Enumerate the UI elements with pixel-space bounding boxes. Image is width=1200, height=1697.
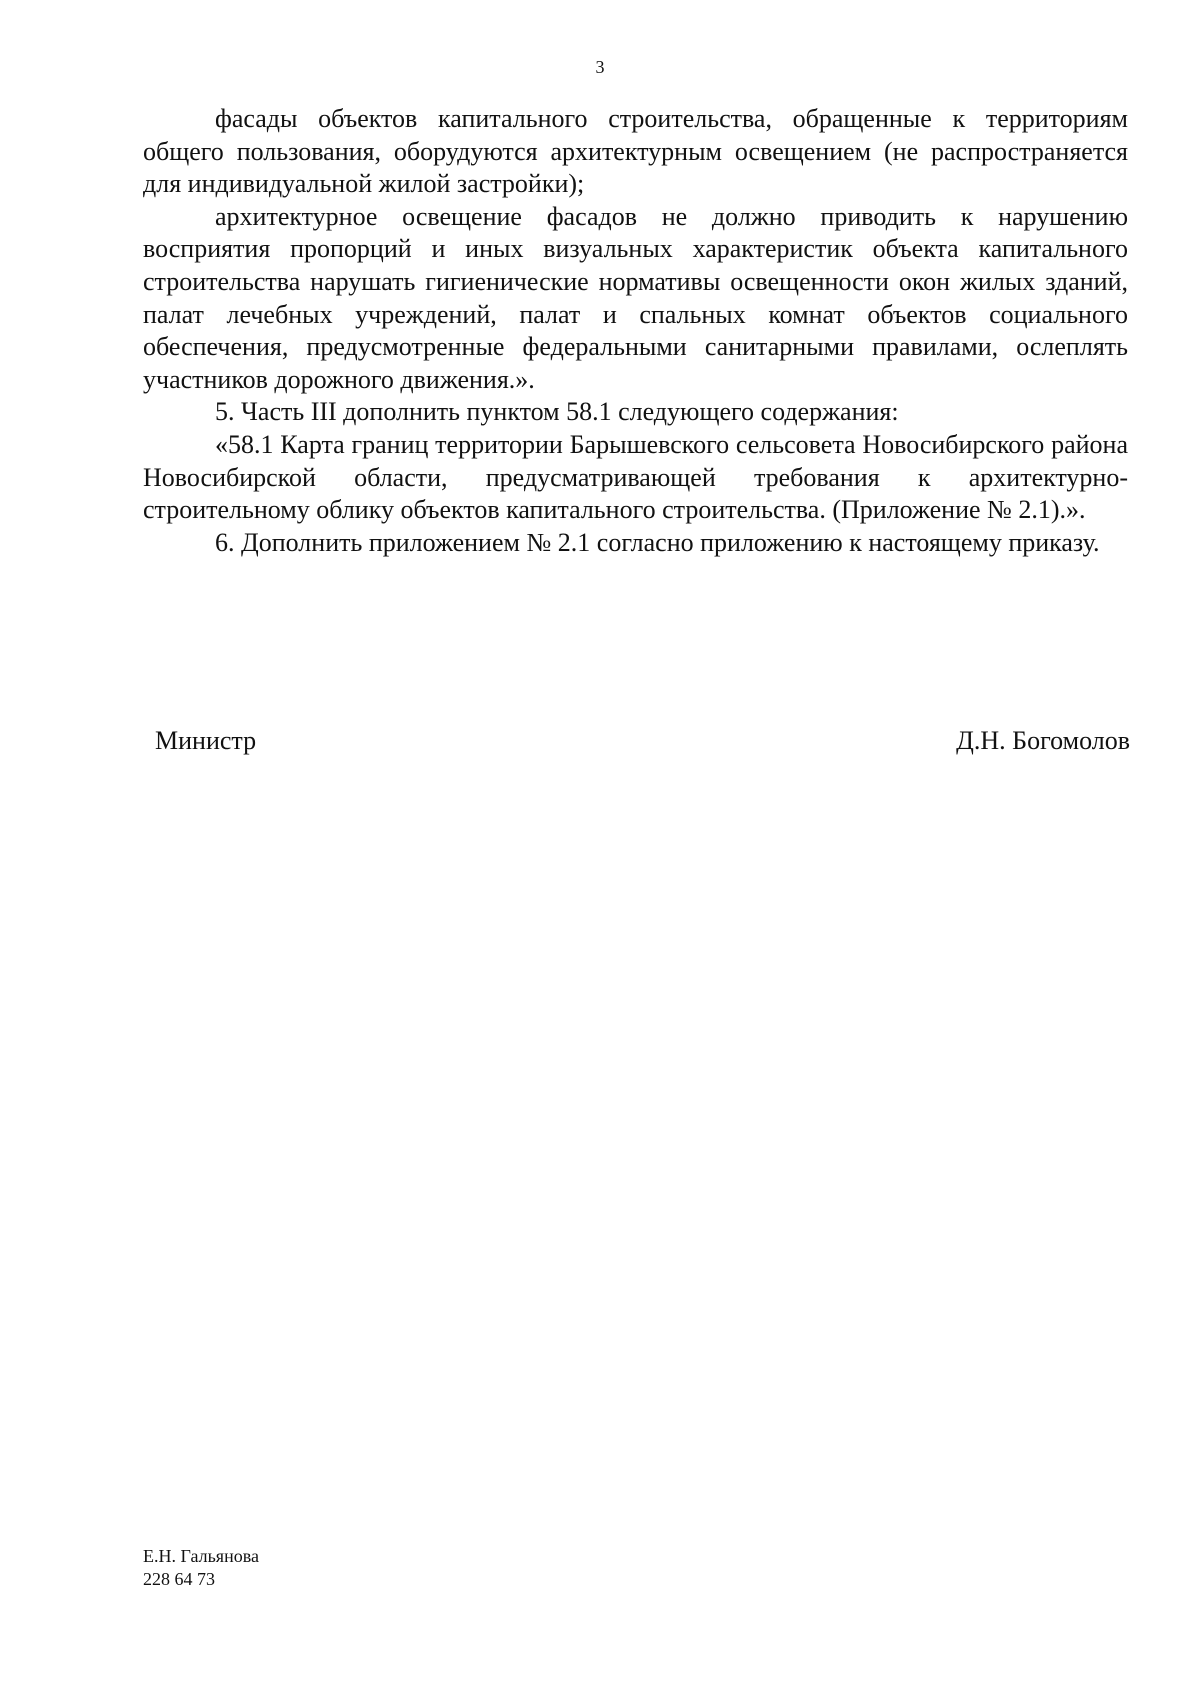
document-body xyxy=(143,103,1128,559)
executor-footer xyxy=(143,1545,259,1591)
paragraph-architectural-lighting: архитектурное освещение фасадов не должно приводить к нарушению восприятия пропорций и иных визуальных характеристик объекта капитального строительства нарушать гигиенические нормативы освещенности окон жилых зданий, палат лечебных учреждений, палат и спальных комнат объектов социального обеспечения, предусмотренные федеральными санитарными правилами, ослеплять участников дорожного движения.». xyxy=(143,201,1128,394)
signatory-name: Д.Н. Богомолов xyxy=(956,726,1130,755)
paragraph-item-5: 5. Часть III дополнить пунктом 58.1 следующего содержания: xyxy=(215,397,899,427)
executor-phone: 228 64 73 xyxy=(143,1569,215,1589)
paragraph-item-6: 6. Дополнить приложением № 2.1 согласно приложению к настоящему приказу. xyxy=(215,527,1100,557)
paragraph-item-58-1: «58.1 Карта границ территории Барышевского сельсовета Новосибирского района Новосибирской области, предусматривающей требования к архитектурно-строительному облику объектов капитального строительства. (Приложение № 2.1).». xyxy=(143,429,1128,525)
paragraph-facades: фасады объектов капитального строительства, обращенные к территориям общего пользования, оборудуются архитектурным освещением (не распространяется для индивидуальной жилой застройки); xyxy=(143,104,1128,199)
executor-name: Е.Н. Гальянова xyxy=(143,1546,259,1566)
signatory-title: Министр xyxy=(155,726,257,755)
page-number: 3 xyxy=(595,57,605,77)
